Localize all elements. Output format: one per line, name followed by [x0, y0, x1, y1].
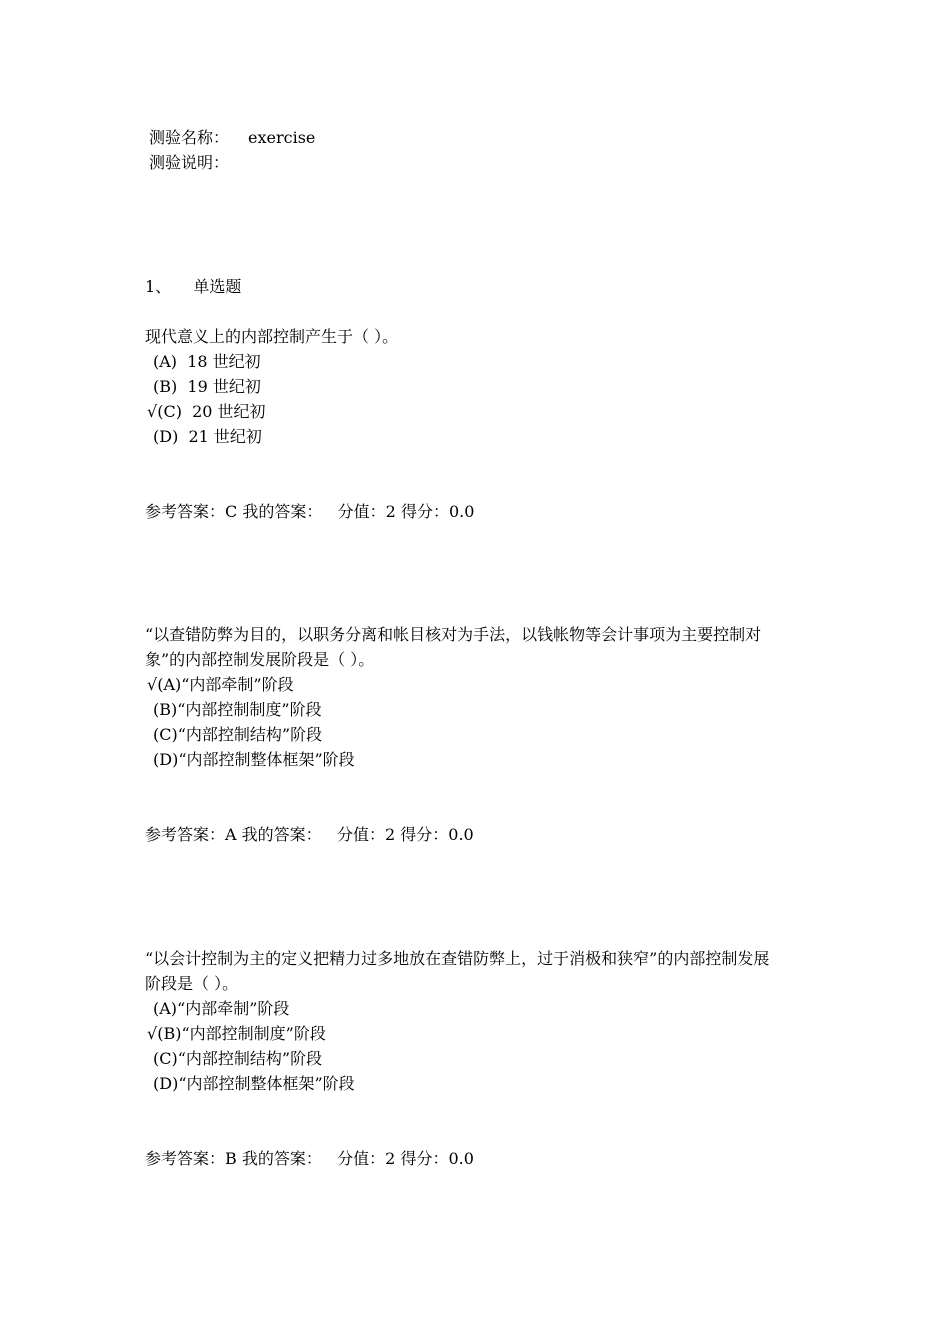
option-text: “内部控制整体框架”阶段 — [178, 1074, 355, 1093]
option-label: (A) — [153, 352, 178, 371]
option-label: (B) — [153, 700, 178, 719]
score-value: 2 — [385, 502, 396, 521]
question-stem-line: 现代意义上的内部控制产生于（ ）。 — [145, 327, 399, 346]
option-row — [147, 700, 322, 720]
question-stem — [145, 324, 815, 349]
option-label: (D) — [153, 1074, 179, 1093]
option-text: “内部牵制”阶段 — [181, 675, 294, 694]
option-text: 19 世纪初 — [187, 377, 261, 396]
option-row-selected — [147, 402, 266, 422]
quiz-name-label: 测验名称： — [149, 128, 230, 147]
got-value: 0.0 — [448, 825, 474, 844]
score-label: 分值： — [337, 1149, 386, 1168]
got-label: 得分： — [400, 1149, 449, 1168]
option-row — [147, 427, 262, 447]
got-label: 得分： — [400, 825, 449, 844]
score-label: 分值： — [336, 825, 385, 844]
option-row — [147, 725, 322, 745]
reference-answer-value: A — [225, 825, 237, 844]
quiz-name-row — [149, 128, 229, 148]
got-label: 得分： — [400, 502, 449, 521]
check-mark-icon: √ — [147, 675, 158, 694]
section-type: 单选题 — [193, 277, 242, 296]
option-text: “内部控制结构”阶段 — [177, 725, 323, 744]
option-label: (B) — [153, 377, 178, 396]
option-row-selected — [147, 675, 294, 695]
my-answer-label: 我的答案： — [241, 1149, 322, 1168]
question-stem-line: 象”的内部控制发展阶段是（ ）。 — [145, 650, 375, 669]
reference-answer-label: 参考答案： — [145, 502, 226, 521]
reference-answer-value: C — [225, 502, 238, 521]
option-row — [147, 377, 261, 397]
quiz-name-value: exercise — [248, 128, 316, 147]
got-value: 0.0 — [448, 1149, 474, 1168]
question-stem — [145, 946, 815, 996]
score-value: 2 — [384, 825, 396, 844]
option-text: “内部牵制”阶段 — [177, 999, 290, 1018]
option-label: (A) — [157, 675, 182, 694]
option-label: (B) — [157, 1024, 182, 1043]
reference-answer-label: 参考答案： — [145, 1149, 226, 1168]
option-label: (C) — [157, 402, 182, 421]
my-answer-label: 我的答案： — [242, 502, 323, 521]
option-text: 21 世纪初 — [188, 427, 262, 446]
option-text: “内部控制整体框架”阶段 — [178, 750, 355, 769]
option-label: (D) — [153, 750, 179, 769]
option-label: (D) — [153, 427, 179, 446]
question-stem-line: 阶段是（ ）。 — [145, 974, 239, 993]
reference-answer-label: 参考答案： — [145, 825, 226, 844]
option-text: “内部控制制度”阶段 — [181, 1024, 326, 1043]
option-text: “内部控制制度”阶段 — [177, 700, 322, 719]
quiz-name-value-row — [248, 128, 315, 148]
option-label: (C) — [153, 1049, 178, 1068]
quiz-desc-row — [149, 153, 229, 173]
section-heading — [145, 277, 241, 297]
check-mark-icon: √ — [147, 1024, 158, 1043]
option-row — [147, 750, 355, 770]
question-stem-line: “以会计控制为主的定义把精力过多地放在查错防弊上，过于消极和狭窄”的内部控制发展 — [145, 949, 770, 968]
got-value: 0.0 — [448, 502, 475, 521]
option-row — [147, 1074, 355, 1094]
option-row-selected — [147, 1024, 326, 1044]
answer-summary — [145, 502, 474, 522]
score-label: 分值： — [337, 502, 386, 521]
option-row — [147, 1049, 322, 1069]
option-row — [147, 352, 261, 372]
section-number: 1、 — [145, 277, 172, 296]
answer-summary — [145, 825, 474, 845]
answer-summary — [145, 1149, 474, 1169]
option-text: 20 世纪初 — [192, 402, 266, 421]
option-label: (A) — [153, 999, 178, 1018]
option-text: 18 世纪初 — [187, 352, 261, 371]
option-text: “内部控制结构”阶段 — [177, 1049, 323, 1068]
reference-answer-value: B — [225, 1149, 237, 1168]
option-row — [147, 999, 289, 1019]
my-answer-label: 我的答案： — [241, 825, 322, 844]
quiz-desc-label: 测验说明： — [149, 153, 230, 172]
check-mark-icon: √ — [147, 402, 158, 421]
option-label: (C) — [153, 725, 178, 744]
question-stem — [145, 622, 815, 672]
score-value: 2 — [385, 1149, 396, 1168]
question-stem-line: “以查错防弊为目的，以职务分离和帐目核对为手法，以钱帐物等会计事项为主要控制对 — [145, 625, 762, 644]
